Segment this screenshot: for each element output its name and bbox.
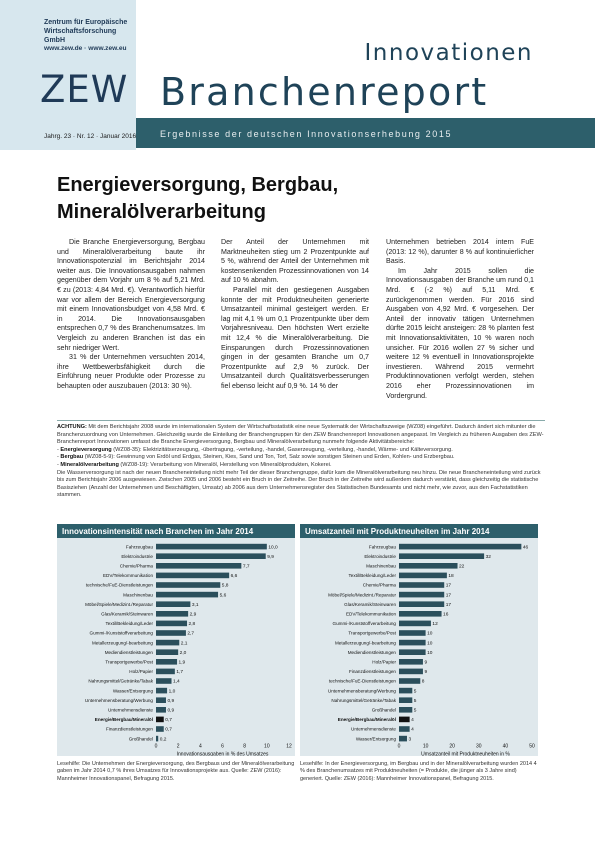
tick-label: 30	[476, 743, 482, 750]
data-label: 5	[413, 708, 417, 714]
bar	[399, 659, 423, 665]
chart-product-novelty-share-plot	[300, 538, 538, 756]
headline-line-1: Energieversorgung, Bergbau,	[57, 174, 339, 196]
chart-title: Innovationsintensität nach Branchen im Jahr 2014	[57, 524, 295, 538]
website-links[interactable]: www.zew.de · www.zew.eu	[44, 45, 127, 52]
bar	[156, 630, 186, 636]
data-label: 17	[445, 593, 452, 599]
data-label: 2,8	[188, 622, 196, 628]
note-label: ACHTUNG:	[57, 424, 87, 430]
publication-subtitle: Ergebnisse der deutschen Innovationserhebung 2015	[160, 129, 453, 139]
bar	[156, 659, 177, 665]
paragraph: 31 % der Unternehmen versuchten 2014, ihre Wettbewerbsfähigkeit durch die Einführung neuer Produkte oder Prozesse zu behaupten oder auszubauen (2013: 30 %).	[57, 353, 205, 390]
category-label: Mediendienstleistungen	[347, 649, 396, 655]
data-label: 0,9	[167, 708, 175, 714]
chart-caption-left: Lesehilfe: Die Unternehmen der Energieversorgung, des Bergbaus und der Mineralölverarbeitung gaben im Jahr 2014 0,7 % ihres Umsatzes für Innovationsprojekte aus. Quelle: ZEW (2016): Mannheimer Innovationspanel, Befragung 2015.	[57, 761, 295, 782]
bar	[399, 640, 426, 646]
bar	[399, 544, 521, 550]
data-label: 12	[432, 622, 438, 628]
chart-title: Umsatzanteil mit Produktneuheiten im Jahr 2014	[300, 524, 538, 538]
data-label: 32	[485, 554, 491, 560]
chart-caption-right: Lesehilfe: In der Energieversorgung, im Bergbau und in der Mineralölverarbeitung wurden 2014 4 % des Branchenumsatzes mit Produktneuheiten (= Produkte, die jünger als 3 Jahre sind) generiert. Quelle: ZEW (2016): Mannheimer Innovationspanel, Befragung 2015.	[300, 761, 537, 782]
data-label: 3,1	[191, 602, 199, 608]
bar	[156, 553, 266, 559]
tick-label: 8	[243, 743, 247, 750]
bar	[156, 736, 158, 742]
article-column-2	[221, 238, 369, 392]
methodology-note	[57, 420, 545, 500]
data-label: 17	[445, 583, 452, 589]
category-label: Unternehmensdienste	[351, 726, 396, 732]
data-label: 0,7	[165, 727, 172, 733]
bar	[399, 630, 426, 636]
category-label: Maschinenbau	[123, 592, 153, 598]
data-label: 17	[445, 602, 452, 608]
tick-label: 10	[264, 743, 270, 750]
category-label: technische/FuE-Dienstleistungen	[85, 582, 153, 588]
category-label: Glas/Keramik/Steinwaren	[101, 611, 153, 617]
bar	[156, 592, 218, 598]
bar	[156, 640, 179, 646]
bar	[399, 592, 444, 598]
data-label: 10	[427, 650, 433, 656]
bar	[156, 707, 166, 713]
headline-line-2: Mineralölverarbeitung	[57, 201, 266, 223]
note-bullet: - Mineralölverarbeitung (WZ08-19): Verarbeitung von Mineralöl, Herstellung von Mineralölprodukten, Kokerei.	[57, 461, 332, 468]
data-label: 4	[411, 718, 414, 724]
bar	[399, 688, 412, 694]
data-label: 0,2	[159, 737, 167, 743]
bar	[156, 678, 172, 684]
paragraph: Der Anteil der Unternehmen mit Marktneuheiten stieg um 2 Prozentpunkte auf 5 %, während der Anteil der Unternehmen mit kostensenkenden Prozessinnovationen von 14 auf 10 % abnahm.	[221, 238, 369, 285]
data-label: 1,9	[178, 660, 186, 666]
category-label: Wasser/Entsorgung	[112, 688, 153, 694]
category-label: Elektroindustrie	[364, 553, 396, 559]
category-label: Mediendienstleistungen	[104, 649, 153, 655]
issue-info: Jahrg. 23 · Nr. 12 · Januar 2016	[44, 133, 137, 140]
bar	[399, 736, 407, 742]
category-label: Gummi-/Kunststoffverarbeitung	[89, 630, 153, 636]
category-label: Elektroindustrie	[121, 553, 153, 559]
data-label: 5,8	[221, 583, 229, 589]
data-label: 1,4	[173, 679, 180, 685]
tick-label: 10	[422, 743, 429, 750]
data-label: 10	[427, 631, 433, 637]
data-label: 2,9	[189, 612, 197, 618]
note-bullet-label: Energieversorgung	[60, 446, 112, 453]
zew-logo: ZEW	[40, 68, 129, 111]
category-label: Möbel/Spiele/Medizint./Reparatur	[328, 592, 396, 598]
bar	[156, 697, 166, 703]
category-label: Unternehmensberatung/Werbung	[327, 688, 396, 694]
data-label: 0,7	[165, 718, 172, 724]
data-label: 1,0	[168, 689, 176, 695]
note-bullet-text: (WZ08-19): Verarbeitung von Mineralöl, Herstellung von Mineralölprodukten, Kokerei.	[120, 461, 332, 468]
bar	[156, 688, 167, 694]
data-label: 5,6	[219, 593, 227, 599]
data-label: 8	[421, 679, 425, 685]
category-label: Großhandel	[371, 707, 396, 713]
data-label: 9,9	[267, 554, 274, 560]
data-label: 9	[424, 660, 428, 666]
bar	[399, 601, 444, 607]
bar	[399, 563, 458, 569]
bar	[399, 649, 426, 655]
bar	[156, 621, 187, 627]
bar	[156, 669, 175, 675]
tick-label: 40	[502, 743, 509, 750]
bar	[156, 601, 190, 607]
note-bullet-text: (WZ08-5-9): Gewinnung von Erdöl und Erdgas, Steinen, Kies, Sand und Ton, Torf, Salz sowie sonstigen Steinen und Erden, Kohlen- und Erzbergbau.	[84, 454, 455, 461]
data-label: 16	[443, 612, 449, 618]
category-label: Nahrungsmittel/Getränke/Tabak	[88, 678, 153, 684]
note-outro: Die Wasserversorgung ist nach der neuen Brancheneinteilung nicht mehr Teil der dieser Branchengruppe, dafür kam die Mineralölverarbeitung neu hinzu. Die neue Brancheneinteilung wird zurück bis zum Berichtsjahr 2006 ausgewiesen. Zwischen 2005 und 2006 besteht ein Bruch in der Zeitreihe. Der Bruch in der Zeitreihe wird außerdem dadurch verstärkt, dass gleichzeitig die statistische Basisziehen (Anzahl der Unternehmen und Beschäftigten, Umsatz) ab 2006 aus dem Unternehmensregister des Statistischen Bundesamts und nicht mehr, wie zuvor, aus den Fachstatistiken stammen.	[57, 469, 541, 499]
category-label: Chemie/Pharma	[362, 582, 396, 588]
publication-title: Branchenreport	[160, 70, 489, 114]
data-label: 2,1	[180, 641, 188, 647]
bar	[399, 582, 444, 588]
data-label: 2,0	[179, 650, 187, 656]
category-label: EDV/Telekommunikation	[102, 573, 153, 579]
tick-label: 0	[397, 743, 401, 750]
category-label: Nahrungsmittel/Getränke/Tabak	[331, 697, 396, 703]
organization-name: Zentrum für Europäische Wirtschaftsforschung GmbH	[44, 19, 128, 44]
category-label: Unternehmensdienste	[108, 707, 153, 713]
bar	[399, 553, 484, 559]
bar	[399, 697, 412, 703]
category-label: Maschinenbau	[366, 563, 396, 569]
data-label: 22	[459, 564, 465, 570]
tick-label: 2	[176, 743, 180, 750]
bar	[399, 621, 431, 627]
x-axis-label: Umsatzanteil mit Produktneuheiten in %	[421, 751, 510, 756]
bar	[399, 573, 447, 579]
bar	[156, 582, 220, 588]
category-label: Energie/Bergbau/Mineralöl	[94, 717, 153, 723]
bar	[156, 726, 164, 732]
chart-innovation-intensity-plot	[57, 538, 295, 756]
data-label: 10,0	[268, 545, 278, 551]
category-label: Glas/Keramik/Steinwaren	[344, 601, 396, 607]
data-label: 9	[424, 670, 428, 676]
category-label: Energie/Bergbau/Mineralöl	[337, 717, 396, 723]
data-label: 1,7	[176, 670, 184, 676]
note-bullet: - Bergbau (WZ08-5-9): Gewinnung von Erdöl und Erdgas, Steinen, Kies, Sand und Ton, Torf, Salz sowie sonstigen Steinen und Erden, Kohlen- und Erzbergbau.	[57, 454, 455, 461]
category-label: Textil/Bekleidung/Leder	[348, 573, 396, 579]
data-label: 5	[413, 698, 417, 704]
category-label: Unternehmensberatung/Werbung	[84, 697, 153, 703]
x-axis-label: Innovationsausgaben in % des Umsatzes	[176, 751, 269, 756]
category-label: EDV/Telekommunikation	[345, 611, 396, 617]
note-intro-text: Mit dem Berichtsjahr 2008 wurde im internationalen System der Wirtschaftsstatistik eine neue Systematik der Wirtschaftszweige (WZ08) eingeführt. Dadurch ändert sich mitunter die Branchenzuordnung von Unternehmen. Gleichzeitig wurde die Einteilung der Branchengruppen für den ZEW Branchenreport Innovationen angepasst. Im Vergleich zu früheren Ausgaben des ZEW-Branchenreport Innovationen umfasst die Branche Energieversorgung, Bergbau und Mineralölverarbeitung nunmehr folgende Aktivitätsbereiche:	[57, 424, 544, 446]
note-bullet-label: Bergbau	[60, 454, 84, 461]
data-label: 2,7	[187, 631, 195, 637]
category-label: Großhandel	[128, 736, 153, 742]
category-label: technische/FuE-Dienstleistungen	[328, 678, 396, 684]
paragraph: Im Jahr 2015 sollen die Innovationsausgaben der Branche um rund 0,1 Mrd. € (-2 %) auf 5,11 Mrd. € zurückgenommen werden. Für 2016 sind Ausgaben von 4,92 Mrd. € vorgesehen. Der Anteil der innovativ tätigen Unternehmen dürfte 2015 leicht ansteigen: 28 % planten fest mit Innovationsaktivitäten, 10 % waren noch unsicher. Für 2016 wollen 27 % sicher und weitere 12 % eventuell in Innovationsprojekte investieren. Während 2015 vermehrt Produktinnovationen verfolgt werden, stehen 2016 eher Prozessinnovationen im Vordergrund.	[386, 266, 534, 400]
note-intro	[57, 424, 545, 447]
category-label: Möbel/Spiele/Medizint./Reparatur	[85, 601, 153, 607]
article-column-1	[57, 238, 205, 392]
bar	[156, 649, 178, 655]
paragraph: Parallel mit den gestiegenen Ausgaben konnte der mit Produktneuheiten generierte Umsatzanteil minimal gesteigert werden. Er lag mit 4,1 % um 0,1 Prozentpunkte über dem Vorjahresniveau. Den höchsten Wert erzielte mit 12,4 % die Mineralölverarbeitung. Die Einsparungen durch Prozessinnovationen gingen in der gesamten Branche um 0,7 Prozentpunkte auf 2,9 % zurück. Der Umsatzanteil durch Qualitätsverbesserungen fiel ebenso leicht auf 0,9 %. 14 % der	[221, 285, 369, 390]
data-label: 10	[427, 641, 433, 647]
tick-label: 4	[198, 743, 202, 750]
category-label: Finanzdienstleistungen	[349, 669, 396, 675]
bar	[156, 573, 229, 579]
data-label: 46	[522, 545, 529, 551]
category-label: Metallerzeugung/-bearbeitung	[91, 640, 153, 646]
bar	[399, 678, 420, 684]
category-label: Wasser/Entsorgung	[355, 736, 396, 742]
paragraph: Unternehmen betrieben 2014 intern FuE (2013: 12 %), darunter 8 % auf kontinuierlicher Basis.	[386, 238, 534, 266]
bar	[156, 717, 164, 723]
article-column-3	[386, 238, 534, 401]
category-label: Fahrzeugbau	[125, 544, 153, 550]
category-label: Finanzdienstleistungen	[106, 726, 153, 732]
data-label: 0,9	[167, 698, 175, 704]
bar	[399, 611, 442, 617]
data-label: 18	[448, 574, 454, 580]
note-bullet-text: (WZ08-35): Elektrizitätserzeugung, -übertragung, -verteilung, -handel, Gaserzeugung, -verteilung, -handel, Wärme- und Kälteversorgung.	[113, 446, 453, 453]
note-bullet: - Energieversorgung (WZ08-35): Elektrizitätserzeugung, -übertragung, -verteilung, -handel, Gaserzeugung, -verteilung, -handel, Wärme- und Kälteversorgung.	[57, 446, 453, 453]
bar	[399, 669, 423, 675]
category-label: Textil/Bekleidung/Leder	[105, 621, 153, 627]
chart-product-novelty-share	[300, 524, 538, 756]
publication-title-small: Innovationen	[364, 40, 533, 66]
note-bullet-label: Mineralölverarbeitung	[60, 461, 119, 468]
bar	[399, 726, 410, 732]
data-label: 4	[411, 727, 414, 733]
tick-label: 6	[221, 743, 224, 750]
bar	[156, 563, 241, 569]
category-label: Holz/Papier	[129, 669, 153, 675]
category-label: Chemie/Pharma	[119, 563, 153, 569]
category-label: Metallerzeugung/-bearbeitung	[334, 640, 396, 646]
data-label: 7,7	[242, 564, 250, 570]
data-label: 3	[408, 737, 412, 743]
article-headline	[57, 172, 338, 226]
category-label: Gummi-/Kunststoffverarbeitung	[332, 621, 396, 627]
data-label: 6,6	[230, 574, 238, 580]
chart-innovation-intensity	[57, 524, 295, 756]
tick-label: 0	[154, 743, 158, 750]
data-label: 5	[413, 689, 417, 695]
bar	[156, 544, 267, 550]
bar	[156, 611, 188, 617]
category-label: Transportgewerbe/Post	[348, 630, 396, 636]
bar	[399, 717, 410, 723]
bar	[399, 707, 412, 713]
category-label: Transportgewerbe/Post	[105, 659, 153, 665]
tick-label: 20	[449, 743, 455, 750]
category-label: Holz/Papier	[372, 659, 396, 665]
paragraph: Die Branche Energieversorgung, Bergbau und Mineralölverarbeitung baute ihr Innovationspotenzial im Berichtsjahr 2014 weiter aus. Die Innovationsausgaben nahmen gegenüber dem Vorjahr um 8 % auf 5,21 Mrd. € zu (2013: 4,84 Mrd. €). Verantwortlich hierfür war vor allem der Bereich Energieversorgung mit einem Innovationsbudget von 4,58 Mrd. € in 2014. Die Innovationsausgaben entsprechen 0,7 % des Branchenumsatzes. Im Vergleich zu anderen Branchen ist das ein sehr niedriger Wert.	[57, 238, 205, 352]
category-label: Fahrzeugbau	[368, 544, 396, 550]
tick-label: 12	[286, 743, 292, 750]
tick-label: 50	[529, 743, 535, 750]
